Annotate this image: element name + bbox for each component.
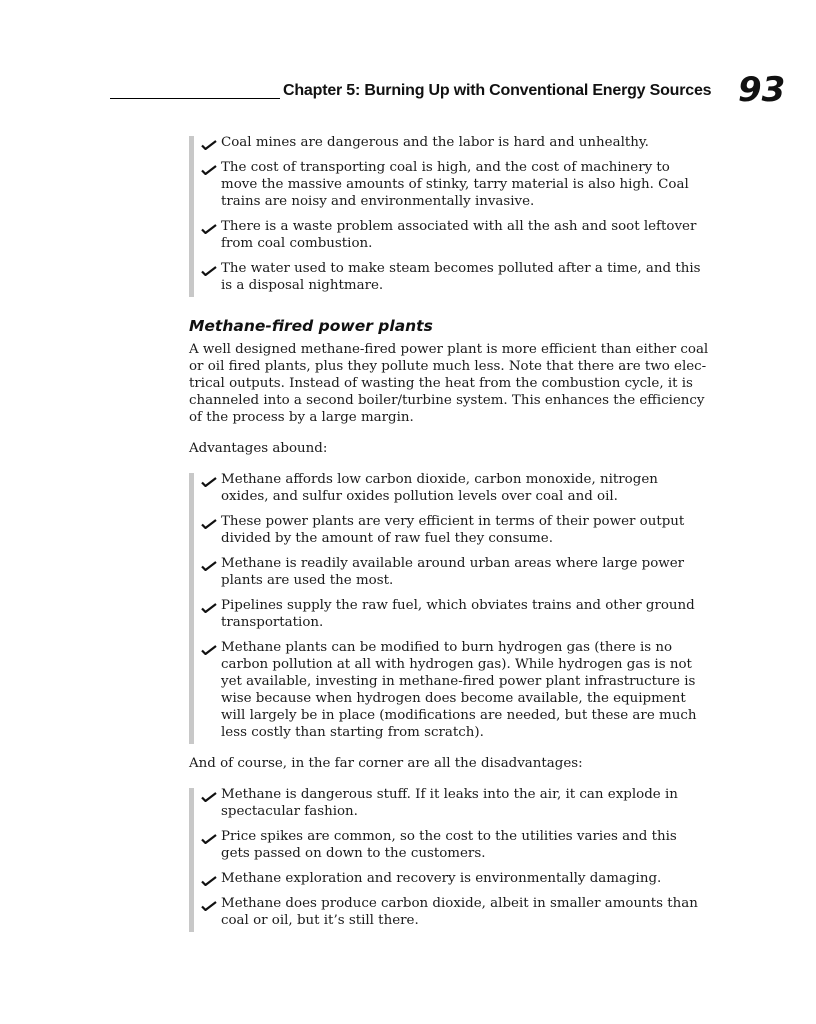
checkmark-icon <box>201 643 217 653</box>
list-item <box>221 555 709 589</box>
checkmark-icon <box>201 222 217 232</box>
list-item-text: There is a waste problem associated with all the ash and soot leftover from coal combustion. <box>221 219 697 251</box>
chapter-title: Chapter 5: Burning Up with Conventional Energy Sources <box>283 82 712 99</box>
list-item-text: The water used to make steam becomes polluted after a time, and this is a disposal nightmare. <box>221 261 701 293</box>
list-item-text: Coal mines are dangerous and the labor is hard and unhealthy. <box>221 135 649 150</box>
checkmark-icon <box>201 790 217 800</box>
checkmark-icon <box>201 899 217 909</box>
list-item <box>221 471 709 505</box>
list-item <box>221 260 709 294</box>
list-item-text: Pipelines supply the raw fuel, which obviates trains and other ground transportation. <box>221 598 695 630</box>
list-item-text: These power plants are very efficient in terms of their power output divided by the amount of raw fuel they consume. <box>221 514 685 546</box>
page-header <box>0 70 816 110</box>
list-item-text: Price spikes are common, so the cost to the utilities varies and this gets passed on down to the customers. <box>221 829 677 861</box>
list-item <box>221 134 709 151</box>
checkmark-icon <box>201 874 217 884</box>
page-number: 93 <box>738 70 786 110</box>
checkmark-icon <box>201 138 217 148</box>
list-item-text: The cost of transporting coal is high, and the cost of machinery to move the massive amounts of stinky, tarry material is also high. Coal trains are noisy and environmentally invasive. <box>221 160 689 209</box>
checkmark-icon <box>201 517 217 527</box>
list-item-text: Methane exploration and recovery is environmentally damaging. <box>221 871 662 886</box>
section-heading: Methane-fired power plants <box>189 317 433 335</box>
coal-disadvantages-list <box>189 134 709 294</box>
advantages-list <box>189 471 709 741</box>
checkmark-icon <box>201 832 217 842</box>
checkmark-icon <box>201 475 217 485</box>
intro-paragraph: A well designed methane-fired power plant is more efficient than either coal or oil fired plants, plus they pollute much less. Note that there are two elec-trical outputs. Instead of wasting the heat from the combustion cycle, it is channeled into a second boiler/turbine system. This enhances the efficiency of the process by a large margin. <box>189 342 709 425</box>
checkmark-icon <box>201 601 217 611</box>
list-item-text: Methane plants can be modified to burn hydrogen gas (there is no carbon pollution at all with hydrogen gas). While hydrogen gas is not yet available, investing in methane-fired power plant infrastructure is wise because when hydrogen does become available, the equipment will largely be in place (modifications are needed, but these are much less costly than starting from scratch). <box>221 640 697 740</box>
list-item-text: Methane affords low carbon dioxide, carbon monoxide, nitrogen oxides, and sulfur oxides pollution levels over coal and oil. <box>221 472 658 504</box>
list-item <box>221 513 709 547</box>
checkmark-icon <box>201 163 217 173</box>
advantages-label: Advantages abound: <box>189 441 328 456</box>
checkmark-icon <box>201 559 217 569</box>
list-item <box>221 159 709 210</box>
list-item <box>221 828 709 862</box>
disadvantages-label: And of course, in the far corner are all the disadvantages: <box>189 756 583 771</box>
header-rule <box>110 98 280 99</box>
list-item-text: Methane does produce carbon dioxide, albeit in smaller amounts than coal or oil, but it’s still there. <box>221 896 698 928</box>
list-item <box>221 218 709 252</box>
page-body <box>189 134 709 929</box>
list-item <box>221 639 709 741</box>
list-item <box>221 895 709 929</box>
list-item <box>221 786 709 820</box>
disadvantages-list <box>189 786 709 929</box>
list-item-text: Methane is readily available around urban areas where large power plants are used the most. <box>221 556 685 588</box>
list-item <box>221 597 709 631</box>
list-item <box>221 870 709 887</box>
list-item-text: Methane is dangerous stuff. If it leaks into the air, it can explode in spectacular fashion. <box>221 787 678 819</box>
checkmark-icon <box>201 264 217 274</box>
